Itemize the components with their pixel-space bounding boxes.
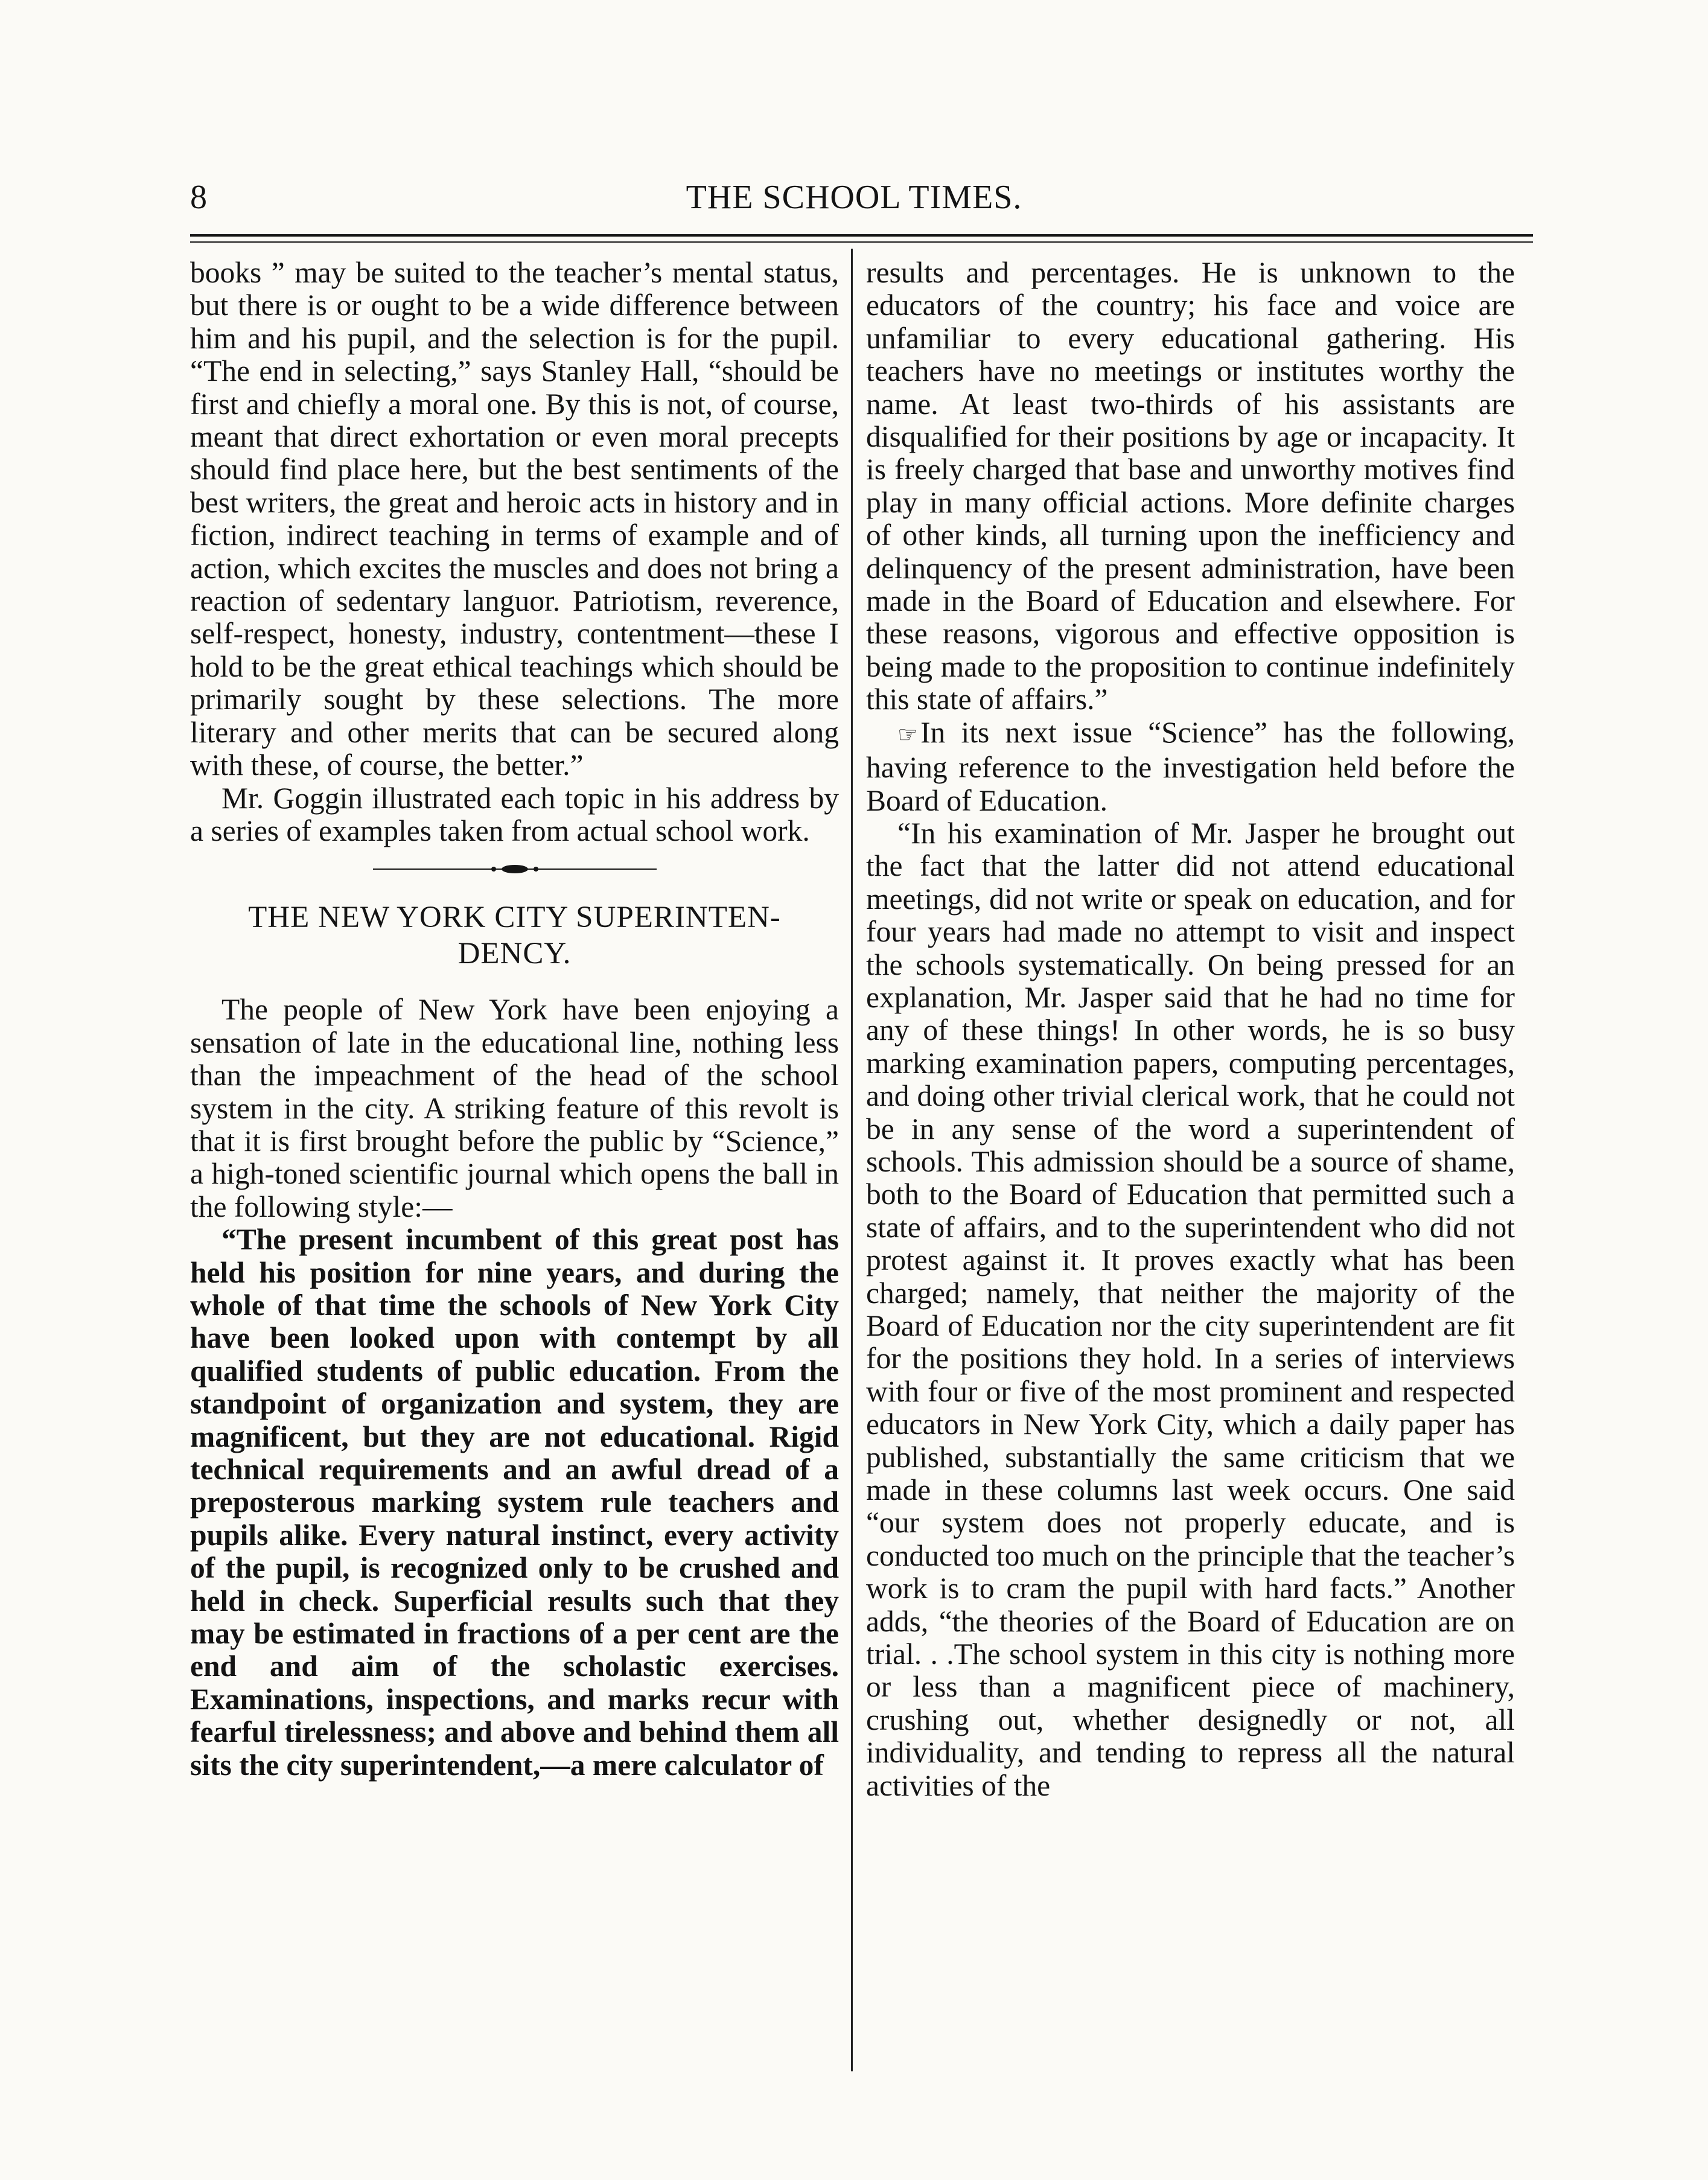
article-paragraph	[866, 716, 1515, 817]
article-paragraph-text: In its next issue “Science” has the following, having reference to the investigation held before the Board of Education.	[866, 715, 1515, 817]
section-heading-line: DENCY.	[457, 937, 572, 971]
article-paragraph: results and percentages. He is unknown to the educators of the country; his face and voice are unfamiliar to every educational gathering. His teachers have no meetings or institutes worthy the name. At least two-thirds of his assistants are disqualified for their positions by age or incapacity. It is freely charged that base and unworthy motives find play in many official actions. More definite charges of other kinds, all turning upon the inefficiency and delinquency of the present administration, have been made in the Board of Education and elsewhere. For these reasons, vigorous and effective opposition is being made to the proposition to continue indefinitely this state of affairs.”	[866, 256, 1515, 716]
header-rule	[190, 234, 1533, 237]
article-paragraph: “In his examination of Mr. Jasper he brought out the fact that the latter did not attend educational meetings, did not write or speak on education, and for four years had made no attempt to visit and inspect the schools systematically. On being pressed for an explanation, Mr. Jasper said that he had no time for any of these things! In other words, he is so busy marking examination papers, computing percentages, and doing other trivial clerical work, that he could not be in any sense of the word a superintendent of schools. This admission should be a source of shame, both to the Board of Education that permitted such a state of affairs, and to the superintendent who did not protest against it. It proves exactly what has been charged; namely, that neither the majority of the Board of Education nor the city superintendent are fit for the positions they hold. In a series of interviews with four or five of the most prominent and respected educators in New York City, which a daily paper has published, substantially the same criticism that we made in these columns last week occurs. One said “our system does not properly educate, and is conducted too much on the principle that the teacher’s work is to cram the pupil with hard facts.” Another adds, “the theories of the Board of Education are on trial. . .The school system in this city is nothing more or less than a magnificent piece of machinery, crushing out, whether designedly or not, all individuality, and tending to repress all the natural activities of the	[866, 816, 1515, 1802]
page-number: 8	[190, 179, 207, 216]
column-divider	[851, 249, 853, 2071]
article-paragraph: books ” may be suited to the teacher’s mental status, but there is or ought to be a wide difference between him and his pupil, and the selection is for the pupil. “The end in selecting,” says Stanley Hall, “should be first and chiefly a moral one. By this is not, of course, meant that direct exhortation or even moral precepts should find place here, but the best sentiments of the best writers, the great and heroic acts in history and in fiction, indirect teaching in terms of example and of action, which excites the muscles and does not bring a reaction of sedentary languor. Patriotism, reverence, self-respect, honesty, industry, contentment—these I hold to be the great ethical teachings which should be primarily sought by these selections. The more literary and other merits that can be secured along with these, of course, the better.”	[190, 256, 839, 782]
header-rule-thin	[190, 241, 1533, 243]
article-paragraph: Mr. Goggin illustrated each topic in his address by a series of examples taken from actual school work.	[190, 781, 839, 847]
left-column	[190, 257, 839, 1782]
pointing-hand-icon: ☞	[897, 722, 919, 748]
right-column	[866, 257, 1515, 1802]
page-header	[0, 178, 1708, 226]
section-heading	[190, 899, 839, 972]
section-heading-line: THE NEW YORK CITY SUPERINTEN-	[248, 900, 781, 935]
paper-title: THE SCHOOL TIMES.	[686, 179, 1022, 216]
article-paragraph: “The present incumbent of this great post has held his position for nine years, and during the whole of that time the schools of New York City have been looked upon with contempt by all qualified students of public education. From the standpoint of organization and system, they are magnificent, but they are not educational. Rigid technical requirements and an awful dread of a preposterous marking system rule teachers and pupils alike. Every natural instinct, every activity of the pupil, is recognized only to be crushed and held in check. Superficial results such that they may be estimated in fractions of a per cent are the end and aim of the scholastic exercises. Examinations, inspections, and marks recur with fearful tirelessness; and above and behind them all sits the city superintendent,—a mere calculator of	[190, 1223, 839, 1782]
section-divider-ornament	[373, 862, 657, 876]
article-paragraph: The people of New York have been enjoying a sensation of late in the educational line, nothing less than the impeachment of the head of the school system in the city. A striking feature of this revolt is that it is first brought before the public by “Science,” a high-toned scientific journal which opens the ball in the following style:—	[190, 993, 839, 1223]
